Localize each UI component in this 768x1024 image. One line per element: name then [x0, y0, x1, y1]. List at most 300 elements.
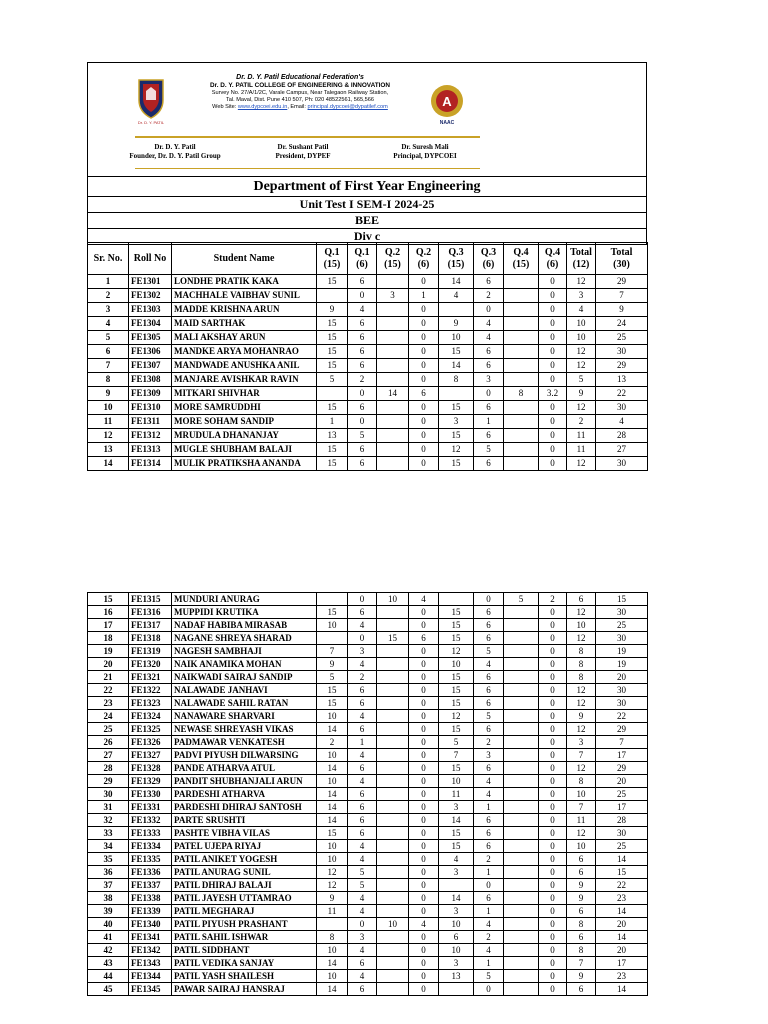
cell-q4-6: 0 — [539, 429, 567, 443]
table-row — [88, 606, 648, 619]
cell-q1-15: 2 — [317, 736, 348, 749]
cell-total-30: 30 — [596, 345, 648, 359]
cell-q4-6: 0 — [539, 331, 567, 345]
cell-q4-15 — [504, 775, 539, 788]
cell-total-30: 30 — [596, 697, 648, 710]
cell-total-12: 10 — [567, 788, 596, 801]
table-header-row — [88, 243, 648, 275]
table-row — [88, 710, 648, 723]
cell-sr-no: 37 — [88, 879, 129, 892]
cell-q1-15: 15 — [317, 697, 348, 710]
cell-roll-no: FE1345 — [129, 983, 172, 996]
cell-q2-6: 0 — [409, 443, 439, 457]
cell-q1-6: 6 — [348, 331, 377, 345]
subject-title: BEE — [88, 213, 647, 229]
cell-sr-no: 24 — [88, 710, 129, 723]
cell-total-30: 7 — [596, 736, 648, 749]
cell-q1-6: 6 — [348, 957, 377, 970]
table-row — [88, 892, 648, 905]
cell-q3-6: 6 — [474, 723, 504, 736]
column-header-q2-15 — [377, 243, 409, 275]
cell-total-30: 30 — [596, 827, 648, 840]
cell-total-30: 27 — [596, 443, 648, 457]
cell-q3-6: 6 — [474, 684, 504, 697]
cell-q4-6: 0 — [539, 317, 567, 331]
naac-caption: NAAC — [439, 120, 455, 126]
cell-q4-6: 0 — [539, 697, 567, 710]
cell-student-name: LONDHE PRATIK KAKA — [172, 275, 317, 289]
cell-q3-15: 15 — [439, 723, 474, 736]
cell-q3-15: 15 — [439, 827, 474, 840]
cell-total-12: 8 — [567, 918, 596, 931]
table-row — [88, 788, 648, 801]
table-row — [88, 289, 648, 303]
cell-student-name: NADAF HABIBA MIRASAB — [172, 619, 317, 632]
cell-roll-no: FE1321 — [129, 671, 172, 684]
cell-q1-15: 13 — [317, 429, 348, 443]
cell-student-name: MUPPIDI KRUTIKA — [172, 606, 317, 619]
cell-q4-15 — [504, 788, 539, 801]
cell-q4-6: 0 — [539, 892, 567, 905]
cell-q3-6: 2 — [474, 931, 504, 944]
cell-q2-6: 1 — [409, 289, 439, 303]
cell-q1-6: 4 — [348, 840, 377, 853]
cell-q2-15 — [377, 749, 409, 762]
cell-sr-no: 32 — [88, 814, 129, 827]
cell-q3-15: 3 — [439, 905, 474, 918]
cell-total-12: 8 — [567, 658, 596, 671]
naac-badge-icon — [427, 83, 467, 127]
cell-sr-no: 8 — [88, 373, 129, 387]
cell-q1-15: 14 — [317, 788, 348, 801]
cell-q1-6: 6 — [348, 317, 377, 331]
table-row — [88, 387, 648, 401]
cell-q4-6: 0 — [539, 905, 567, 918]
cell-sr-no: 16 — [88, 606, 129, 619]
cell-q2-6: 0 — [409, 359, 439, 373]
college-logo — [135, 78, 167, 126]
cell-student-name: MORE SAMRUDDHI — [172, 401, 317, 415]
principal-role: Principal, DYPCOEI — [393, 152, 457, 160]
title-block — [87, 176, 647, 245]
founder — [115, 143, 235, 161]
cell-q4-6: 0 — [539, 606, 567, 619]
cell-q4-6: 0 — [539, 723, 567, 736]
cell-q4-6: 0 — [539, 879, 567, 892]
cell-roll-no: FE1326 — [129, 736, 172, 749]
cell-q1-15: 10 — [317, 840, 348, 853]
cell-q2-15 — [377, 710, 409, 723]
cell-sr-no: 18 — [88, 632, 129, 645]
cell-q3-15: 12 — [439, 710, 474, 723]
cell-student-name: PATIL SIDDHANT — [172, 944, 317, 957]
logo-caption: Dr. D. Y. PATIL — [137, 120, 165, 125]
cell-q3-15: 10 — [439, 331, 474, 345]
cell-q3-6: 6 — [474, 827, 504, 840]
cell-roll-no: FE1311 — [129, 415, 172, 429]
table-row — [88, 632, 648, 645]
cell-q4-6: 0 — [539, 443, 567, 457]
table-row — [88, 331, 648, 345]
cell-q4-15 — [504, 944, 539, 957]
cell-q2-6: 0 — [409, 658, 439, 671]
cell-q4-15 — [504, 645, 539, 658]
cell-sr-no: 25 — [88, 723, 129, 736]
cell-q4-15 — [504, 866, 539, 879]
cell-total-12: 12 — [567, 684, 596, 697]
cell-student-name: NALAWADE SAHIL RATAN — [172, 697, 317, 710]
cell-total-12: 3 — [567, 736, 596, 749]
cell-q3-6: 5 — [474, 645, 504, 658]
cell-q3-6: 6 — [474, 275, 504, 289]
cell-q3-6: 3 — [474, 749, 504, 762]
column-header-line: Q.2 — [415, 246, 432, 258]
cell-total-12: 5 — [567, 373, 596, 387]
table-row — [88, 840, 648, 853]
table-row — [88, 415, 648, 429]
cell-q4-6: 0 — [539, 853, 567, 866]
column-header-line: (15) — [447, 258, 465, 270]
cell-sr-no: 44 — [88, 970, 129, 983]
cell-student-name: MANJARE AVISHKAR RAVIN — [172, 373, 317, 387]
cell-q3-15: 12 — [439, 645, 474, 658]
cell-q2-15 — [377, 775, 409, 788]
cell-q1-6: 6 — [348, 814, 377, 827]
cell-q3-15: 15 — [439, 697, 474, 710]
cell-q1-15: 10 — [317, 853, 348, 866]
cell-q2-6: 0 — [409, 983, 439, 996]
table-row — [88, 931, 648, 944]
website-link[interactable]: www.dypcoei.edu.in — [237, 104, 288, 110]
column-header-q2-6 — [409, 243, 439, 275]
cell-q4-6: 0 — [539, 415, 567, 429]
federation-name: Dr. D. Y. Patil Educational Federation's — [236, 74, 364, 81]
cell-roll-no: FE1303 — [129, 303, 172, 317]
table-row — [88, 775, 648, 788]
cell-student-name: NAGANE SHREYA SHARAD — [172, 632, 317, 645]
cell-student-name: MAID SARTHAK — [172, 317, 317, 331]
cell-q1-15: 15 — [317, 457, 348, 471]
cell-q1-6: 4 — [348, 853, 377, 866]
cell-q2-15 — [377, 443, 409, 457]
cell-q4-6: 0 — [539, 814, 567, 827]
column-header-q1-6 — [348, 243, 377, 275]
cell-q3-6: 0 — [474, 879, 504, 892]
cell-q4-6: 3.2 — [539, 387, 567, 401]
cell-q3-6: 4 — [474, 918, 504, 931]
cell-roll-no: FE1310 — [129, 401, 172, 415]
table-row — [88, 303, 648, 317]
cell-student-name: PATIL YASH SHAILESH — [172, 970, 317, 983]
cell-q2-6: 0 — [409, 331, 439, 345]
cell-q2-6: 0 — [409, 373, 439, 387]
cell-student-name: MADDE KRISHNA ARUN — [172, 303, 317, 317]
cell-total-12: 3 — [567, 289, 596, 303]
cell-total-30: 22 — [596, 710, 648, 723]
cell-total-12: 10 — [567, 331, 596, 345]
cell-roll-no: FE1302 — [129, 289, 172, 303]
cell-q1-6: 6 — [348, 983, 377, 996]
cell-q3-6: 2 — [474, 736, 504, 749]
cell-q1-6: 0 — [348, 632, 377, 645]
cell-q1-15: 15 — [317, 606, 348, 619]
cell-total-12: 12 — [567, 401, 596, 415]
cell-roll-no: FE1344 — [129, 970, 172, 983]
table-row — [88, 827, 648, 840]
cell-q2-6: 0 — [409, 905, 439, 918]
cell-q3-15: 10 — [439, 658, 474, 671]
cell-q1-15: 11 — [317, 905, 348, 918]
exam-title: Unit Test I SEM-I 2024-25 — [88, 197, 647, 213]
cell-q1-15: 12 — [317, 879, 348, 892]
cell-total-30: 19 — [596, 645, 648, 658]
cell-total-12: 9 — [567, 970, 596, 983]
cell-q2-6: 0 — [409, 401, 439, 415]
cell-q1-6: 6 — [348, 723, 377, 736]
column-header-line: Q.3 — [448, 246, 464, 258]
cell-total-12: 11 — [567, 443, 596, 457]
cell-q4-15 — [504, 827, 539, 840]
cell-roll-no: FE1338 — [129, 892, 172, 905]
cell-total-30: 29 — [596, 275, 648, 289]
cell-student-name: PADVI PIYUSH DILWARSING — [172, 749, 317, 762]
cell-total-30: 14 — [596, 931, 648, 944]
cell-q2-15 — [377, 840, 409, 853]
principal-name: Dr. Suresh Mali — [401, 143, 449, 151]
table-body — [88, 593, 648, 996]
cell-student-name: MRUDULA DHANANJAY — [172, 429, 317, 443]
cell-total-12: 8 — [567, 944, 596, 957]
cell-q1-6: 0 — [348, 415, 377, 429]
cell-q1-6: 6 — [348, 345, 377, 359]
cell-q2-6: 0 — [409, 317, 439, 331]
cell-q4-6: 0 — [539, 775, 567, 788]
cell-q2-6: 0 — [409, 457, 439, 471]
cell-q4-15 — [504, 443, 539, 457]
table-row — [88, 736, 648, 749]
cell-student-name: PANDE ATHARVA ATUL — [172, 762, 317, 775]
cell-sr-no: 31 — [88, 801, 129, 814]
cell-q4-15 — [504, 905, 539, 918]
cell-roll-no: FE1331 — [129, 801, 172, 814]
cell-total-30: 20 — [596, 671, 648, 684]
cell-q3-15: 15 — [439, 345, 474, 359]
table-row — [88, 671, 648, 684]
table-row — [88, 905, 648, 918]
cell-total-30: 28 — [596, 429, 648, 443]
cell-total-12: 6 — [567, 593, 596, 606]
cell-q4-15 — [504, 762, 539, 775]
cell-total-30: 17 — [596, 749, 648, 762]
cell-q3-6: 3 — [474, 373, 504, 387]
cell-total-30: 28 — [596, 814, 648, 827]
table-body — [88, 275, 648, 471]
cell-q2-6: 0 — [409, 710, 439, 723]
cell-total-30: 14 — [596, 983, 648, 996]
column-header-line: Q.4 — [513, 246, 529, 258]
cell-q1-6: 4 — [348, 775, 377, 788]
cell-roll-no: FE1343 — [129, 957, 172, 970]
cell-q2-6: 0 — [409, 275, 439, 289]
cell-total-12: 6 — [567, 905, 596, 918]
cell-q4-6: 0 — [539, 619, 567, 632]
cell-q1-15: 14 — [317, 801, 348, 814]
cell-sr-no: 1 — [88, 275, 129, 289]
cell-q3-15: 4 — [439, 289, 474, 303]
cell-roll-no: FE1317 — [129, 619, 172, 632]
cell-sr-no: 14 — [88, 457, 129, 471]
cell-q3-6: 6 — [474, 814, 504, 827]
cell-q4-6: 0 — [539, 710, 567, 723]
cell-roll-no: FE1329 — [129, 775, 172, 788]
cell-q3-6: 2 — [474, 289, 504, 303]
cell-total-30: 20 — [596, 918, 648, 931]
cell-q2-6: 0 — [409, 853, 439, 866]
cell-student-name: MITKARI SHIVHAR — [172, 387, 317, 401]
cell-q1-15: 15 — [317, 443, 348, 457]
cell-roll-no: FE1304 — [129, 317, 172, 331]
cell-sr-no: 19 — [88, 645, 129, 658]
cell-q3-15: 15 — [439, 401, 474, 415]
cell-student-name: MANDKE ARYA MOHANRAO — [172, 345, 317, 359]
cell-total-12: 8 — [567, 645, 596, 658]
table-row — [88, 429, 648, 443]
table-row — [88, 684, 648, 697]
cell-q4-15 — [504, 415, 539, 429]
cell-total-12: 9 — [567, 710, 596, 723]
marks-table-page-2 — [87, 592, 648, 996]
cell-q3-15: 3 — [439, 801, 474, 814]
cell-q3-15: 10 — [439, 918, 474, 931]
column-header-line: (15) — [323, 258, 341, 270]
cell-q3-15 — [439, 387, 474, 401]
cell-roll-no: FE1301 — [129, 275, 172, 289]
cell-q2-6: 0 — [409, 957, 439, 970]
cell-total-12: 6 — [567, 866, 596, 879]
cell-q1-15: 14 — [317, 983, 348, 996]
cell-q3-15: 15 — [439, 632, 474, 645]
cell-roll-no: FE1316 — [129, 606, 172, 619]
cell-roll-no: FE1323 — [129, 697, 172, 710]
cell-q2-15 — [377, 317, 409, 331]
cell-q4-6: 0 — [539, 736, 567, 749]
cell-q1-6: 6 — [348, 275, 377, 289]
cell-q3-15: 15 — [439, 457, 474, 471]
cell-q2-15 — [377, 401, 409, 415]
cell-q2-15 — [377, 736, 409, 749]
cell-q2-15 — [377, 853, 409, 866]
cell-q2-6: 6 — [409, 632, 439, 645]
cell-roll-no: FE1327 — [129, 749, 172, 762]
cell-q2-15 — [377, 415, 409, 429]
cell-q2-6: 0 — [409, 788, 439, 801]
cell-sr-no: 23 — [88, 697, 129, 710]
cell-q3-6: 6 — [474, 671, 504, 684]
cell-q3-15: 6 — [439, 931, 474, 944]
cell-student-name: PADMAWAR VENKATESH — [172, 736, 317, 749]
cell-q2-6: 0 — [409, 866, 439, 879]
column-header-line: Student Name — [213, 252, 275, 264]
cell-q4-15 — [504, 373, 539, 387]
cell-q3-6: 6 — [474, 762, 504, 775]
column-header-total-30 — [596, 243, 648, 275]
cell-q2-6: 0 — [409, 619, 439, 632]
cell-q1-6: 0 — [348, 918, 377, 931]
cell-q1-6: 6 — [348, 788, 377, 801]
cell-q1-6: 3 — [348, 645, 377, 658]
cell-sr-no: 28 — [88, 762, 129, 775]
cell-sr-no: 29 — [88, 775, 129, 788]
cell-q3-15: 14 — [439, 359, 474, 373]
cell-total-30: 13 — [596, 373, 648, 387]
cell-q2-6: 0 — [409, 814, 439, 827]
cell-total-12: 2 — [567, 415, 596, 429]
cell-roll-no: FE1333 — [129, 827, 172, 840]
cell-q2-6: 0 — [409, 606, 439, 619]
cell-total-12: 10 — [567, 619, 596, 632]
cell-q2-15 — [377, 944, 409, 957]
cell-q3-15: 15 — [439, 671, 474, 684]
cell-q3-6: 6 — [474, 429, 504, 443]
cell-q2-6: 0 — [409, 749, 439, 762]
website-label: Web Site: — [212, 104, 238, 110]
table-row — [88, 457, 648, 471]
cell-roll-no: FE1305 — [129, 331, 172, 345]
cell-q2-15 — [377, 814, 409, 827]
cell-q1-6: 4 — [348, 944, 377, 957]
cell-q4-15 — [504, 331, 539, 345]
cell-q1-6: 6 — [348, 359, 377, 373]
department-title: Department of First Year Engineering — [88, 177, 647, 197]
cell-q1-15 — [317, 918, 348, 931]
table-row — [88, 970, 648, 983]
cell-q4-6: 0 — [539, 401, 567, 415]
cell-student-name: PATIL SAHIL ISHWAR — [172, 931, 317, 944]
cell-q3-15: 9 — [439, 317, 474, 331]
cell-q3-15: 10 — [439, 775, 474, 788]
cell-q3-6: 5 — [474, 710, 504, 723]
cell-sr-no: 5 — [88, 331, 129, 345]
cell-q2-6: 0 — [409, 303, 439, 317]
column-header-line: Sr. No. — [93, 252, 123, 264]
cell-q3-6: 1 — [474, 866, 504, 879]
cell-q1-15: 10 — [317, 944, 348, 957]
cell-q1-15: 12 — [317, 866, 348, 879]
marks-table-page-1 — [87, 242, 648, 471]
cell-roll-no: FE1315 — [129, 593, 172, 606]
cell-student-name: PARDESHI ATHARVA — [172, 788, 317, 801]
cell-sr-no: 7 — [88, 359, 129, 373]
cell-q3-6: 2 — [474, 853, 504, 866]
cell-total-30: 30 — [596, 457, 648, 471]
cell-q4-15 — [504, 345, 539, 359]
column-header-line: Q.3 — [480, 246, 497, 258]
cell-q4-6: 0 — [539, 289, 567, 303]
cell-q4-15 — [504, 671, 539, 684]
cell-total-30: 29 — [596, 762, 648, 775]
cell-student-name: MORE SOHAM SANDIP — [172, 415, 317, 429]
cell-q3-6: 1 — [474, 801, 504, 814]
cell-total-12: 12 — [567, 827, 596, 840]
email-link[interactable]: principal.dypcoei@dypatilef.com — [307, 104, 388, 110]
column-header-total-12 — [567, 243, 596, 275]
president-name: Dr. Sushant Patil — [277, 143, 329, 151]
column-header-line: Q.1 — [324, 246, 340, 258]
column-header-line: (6) — [417, 258, 430, 270]
cell-q4-6: 0 — [539, 345, 567, 359]
cell-student-name: PATIL ANIKET YOGESH — [172, 853, 317, 866]
cell-q2-6: 0 — [409, 970, 439, 983]
